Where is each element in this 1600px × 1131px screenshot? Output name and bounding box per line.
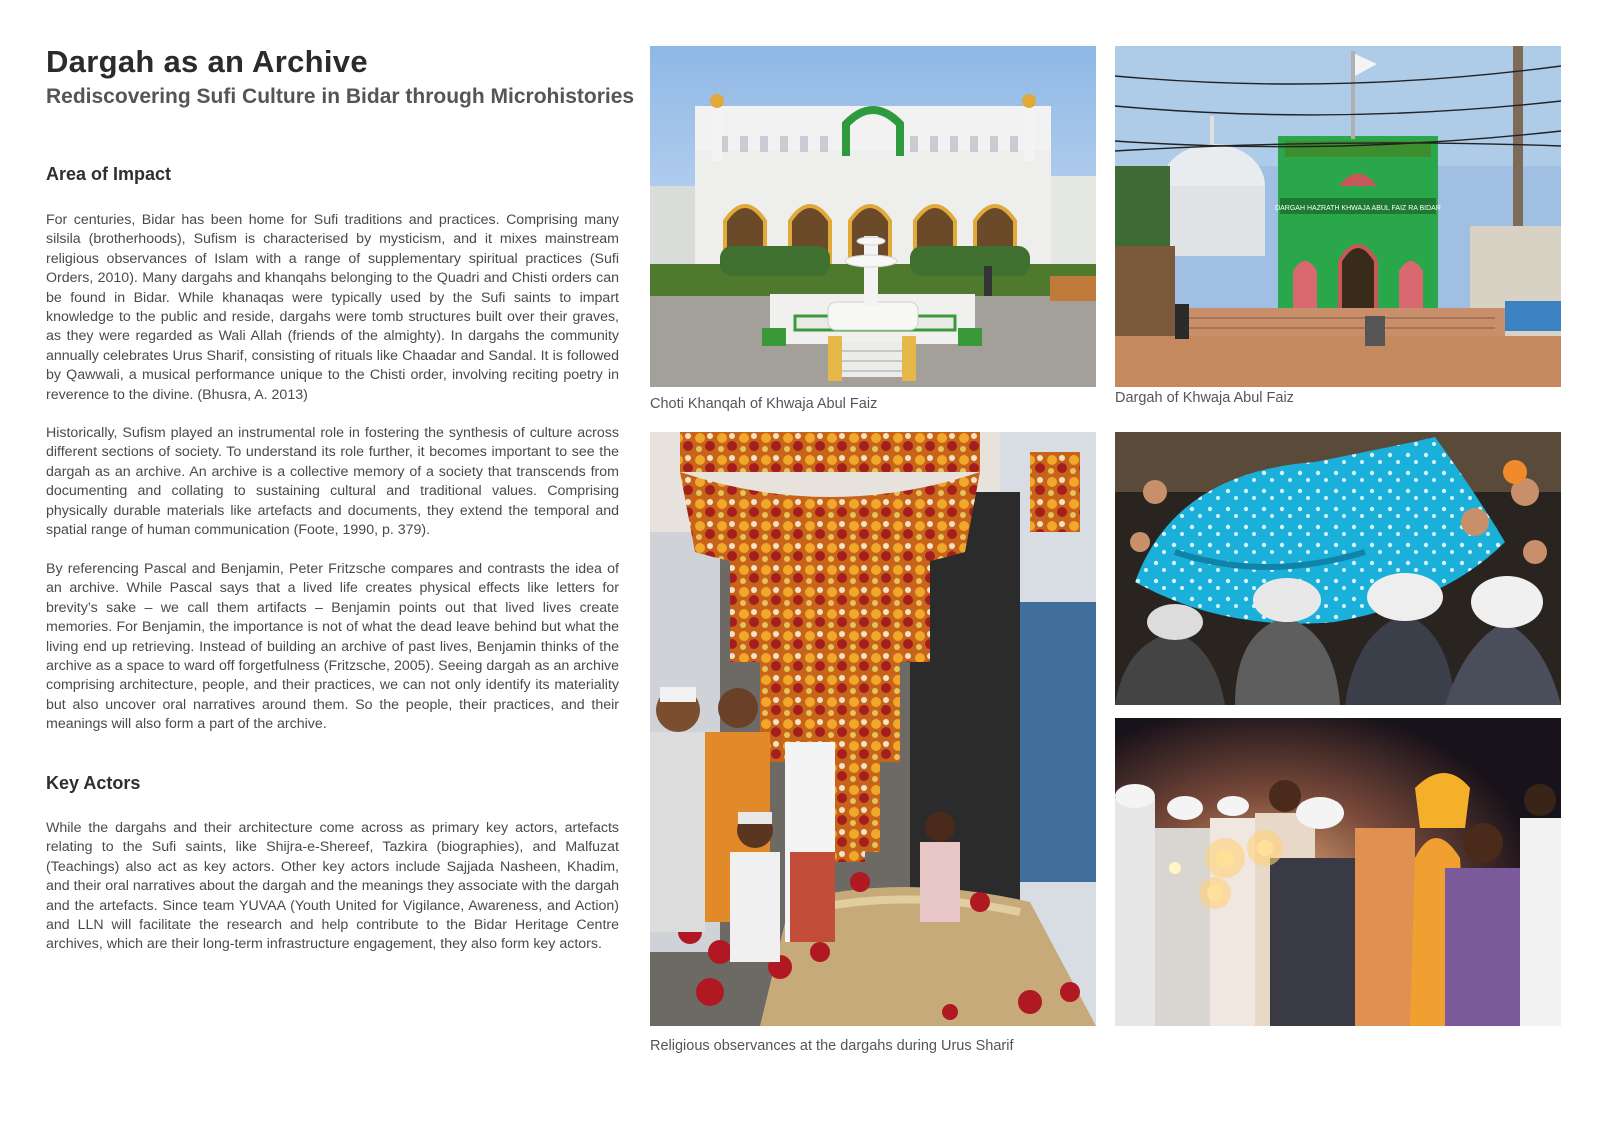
dargah-photo [1115,46,1561,387]
actors-paragraph-1: While the dargahs and their architecture come across as primary key actors, artefacts relating to the Sufi saints, like Shijra-e-Shereef, Tazkira (biographies), and Malfuzat (Teachings) also act as key actors. Other key actors include Sajjada Nasheen, Khadim, and their oral narratives about the dargah and the meanings they associate with the dargah and the artefacts. Since team YUVAA (Youth United for Vigilance, Awareness, and Action) and LLN will facilitate the research and help contribute to the Bidar Heritage Centre archives, which are their long-term infrastructure engagement, they also form key actors. [46,820,619,953]
dargah-caption: Dargah of Khwaja Abul Faiz [1115,390,1294,406]
area-of-impact-heading: Area of Impact [46,164,172,184]
page-title: Dargah as an Archive [46,44,368,79]
khanqah-photo [650,46,1096,387]
dargah-sign-text: DARGAH HAZRATH KHWAJA ABUL FAIZ RA BIDAR [1275,205,1441,212]
urus-caption: Religious observances at the dargahs during Urus Sharif [650,1038,1014,1054]
chaadar-photo [1115,432,1561,705]
area-paragraph-1: For centuries, Bidar has been home for Sufi traditions and practices. Comprising many silsila (brotherhoods), Sufism is characterised by mysticism, and it mixes mainstream religious observances of Islam with a range of supplementary spiritual practices (Sufi Orders, 2010). Many dargahs and khanqahs belonging to the Quadri and Chisti orders can be found in Bidar. While khanaqas were typically used by the Sufi saints to impart knowledge to the public and reside, dargahs were tomb structures built over their graves, as they were regarded as Wali Allah (friends of the almighty). In dargahs the community annually celebrates Urus Sharif, consisting of rituals like Chaadar and Sandal. It is followed by Qawwali, a musical performance unique to the Chisti order, involving reciting poetry in reverence to the divine. (Bhusra, A. 2013) [46,212,619,403]
page-subtitle: Rediscovering Sufi Culture in Bidar through Microhistories [46,85,635,108]
area-paragraph-3: By referencing Pascal and Benjamin, Peter Fritzsche compares and contrasts the idea of an archive. While Pascal says that a lived life creates physical effects like letters for brevity’s sake – we call them artifacts – Benjamin points out that lived lives create memories. For Benjamin, the importance is not of what the dead leave behind but what the living end up retrieving. Instead of building an archive of past lives, Benjamin thinks of the archive as a space to ward off forgetfulness (Fritzsche, 2005). Seeing dargah as an archive comprising architecture, people, and their practices, we can not only identify its materiality but also uncover oral narratives around them. So the people, their practices, and their meanings will also form a part of the archive. [46,561,619,733]
key-actors-heading: Key Actors [46,773,141,793]
lamp-ritual-photo [1115,718,1561,1026]
khanqah-caption: Choti Khanqah of Khwaja Abul Faiz [650,396,878,412]
area-paragraph-2: Historically, Sufism played an instrumental role in fostering the synthesis of culture across different sections of society. To understand its role further, it becomes important to see the dargah as an archive. An archive is a collective memory of a society that transcends from documenting and collating to sustaining cultural and traditional values. Comprising physically durable materials like artefacts and documents, they extend the temporal and spatial range of human communication (Foote, 1990, p. 379). [46,425,619,539]
garlands-photo [650,432,1096,1026]
